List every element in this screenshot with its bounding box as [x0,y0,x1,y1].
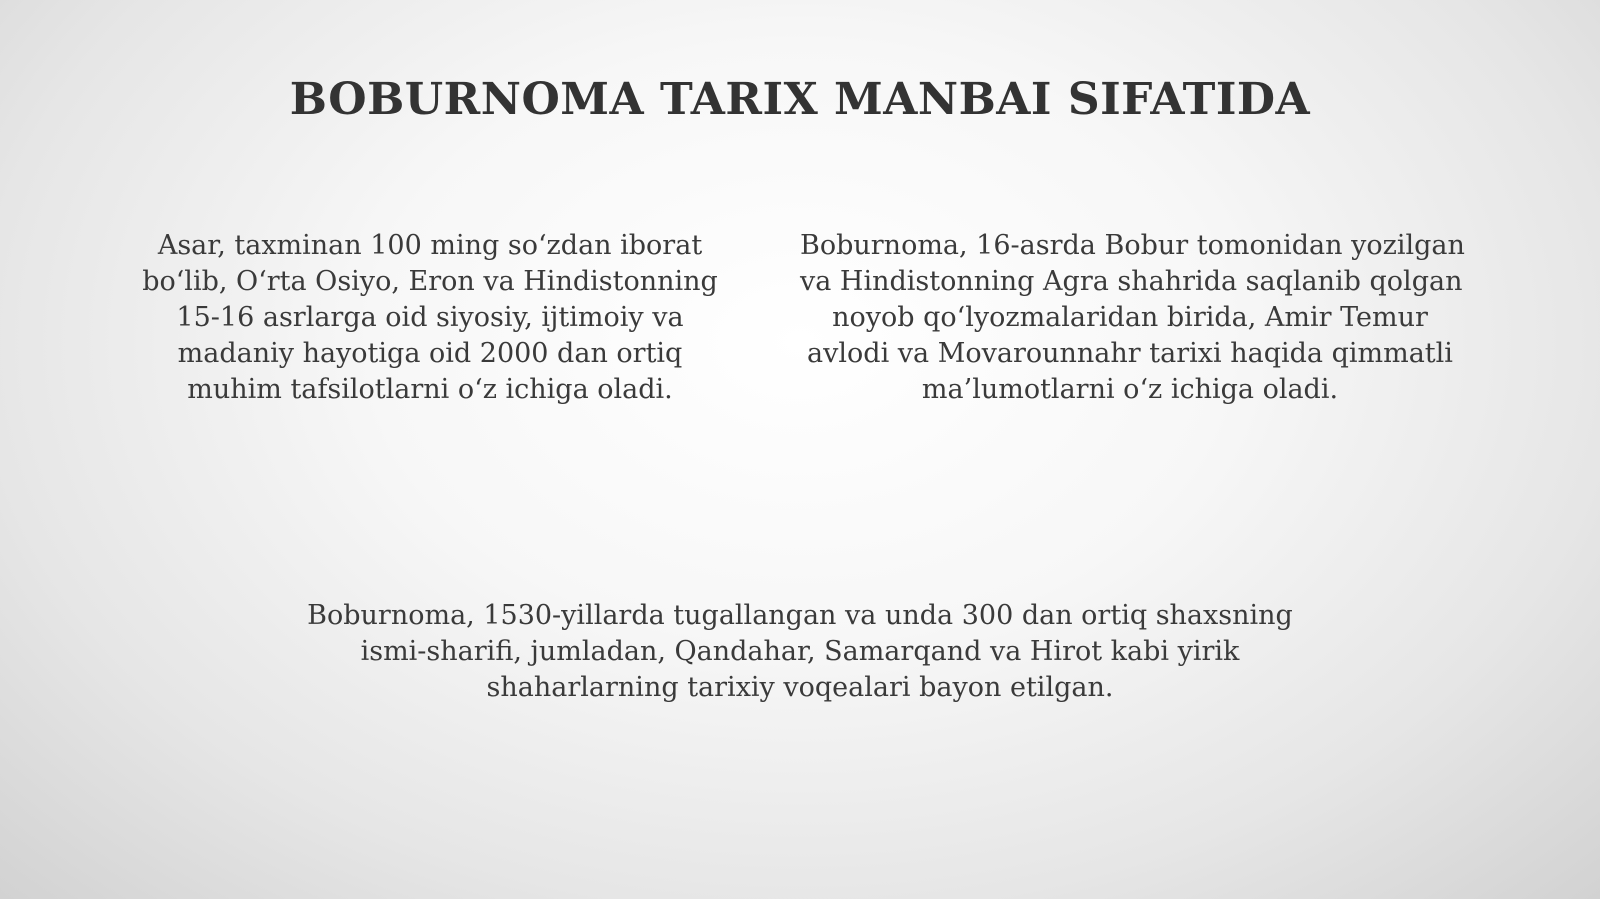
paragraph-line: va Hindistonning Agra shahrida saqlanib qolgan [800,266,1463,297]
paragraph-line: 15-16 asrlarga oid siyosiy, ijtimoiy va [176,302,684,333]
paragraph-line: bo‘lib, O‘rta Osiyo, Eron va Hindistonning [142,266,718,297]
paragraph-line: madaniy hayotiga oid 2000 dan ortiq [177,338,683,369]
paragraph-line: Boburnoma, 1530-yillarda tugallangan va unda 300 dan ortiq shaxsning [307,600,1293,631]
slide-title: BOBURNOMA TARIX MANBAI SIFATIDA [289,74,1311,125]
paragraph-line: ismi-sharifi, jumladan, Qandahar, Samarqand va Hirot kabi yirik [360,636,1240,667]
paragraph-line: noyob qo‘lyozmalaridan birida, Amir Temur [832,302,1428,333]
paragraph-line: ma’lumotlarni o‘z ichiga oladi. [921,374,1339,405]
paragraph-line: avlodi va Movarounnahr tarixi haqida qimmatli [807,338,1453,369]
paragraph-line: Asar, taxminan 100 ming so‘zdan iborat [157,230,703,261]
right-paragraph [800,228,1465,408]
paragraph-line: muhim tafsilotlarni o‘z ichiga oladi. [187,374,673,405]
bottom-paragraph [200,598,1400,706]
paragraph-line: Boburnoma, 16-asrda Bobur tomonidan yozilgan [800,230,1465,261]
left-paragraph [110,228,750,408]
paragraph-line: shaharlarning tarixiy voqealari bayon etilgan. [486,672,1114,703]
